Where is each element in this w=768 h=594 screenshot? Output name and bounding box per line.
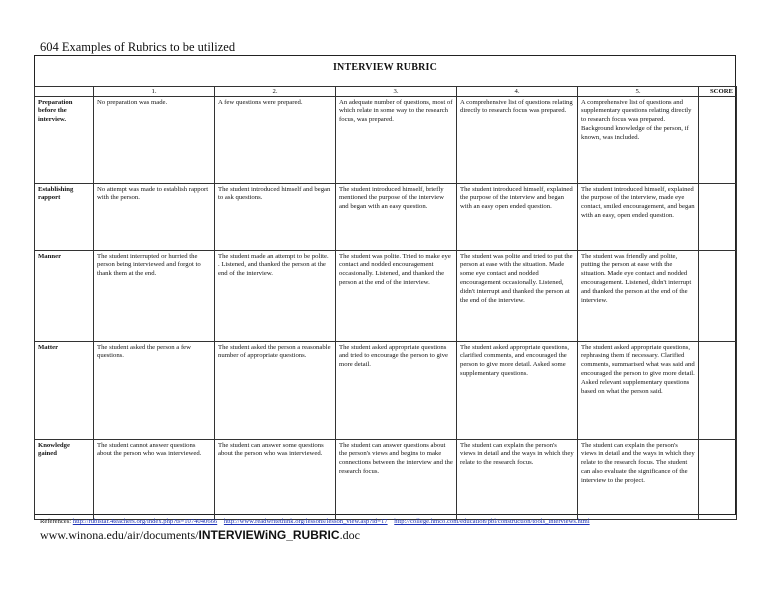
level-5-cell: The student was friendly and polite, putting the person at ease with the situation. Made eye contact and nodded encouragement. Listened, didn't interrupt and thanked the person at the end of the interview.: [578, 251, 699, 342]
level-3-cell: The student was polite. Tried to make eye contact and nodded encouragement occasionally. Listened, and thanked the person at the end of the interview.: [336, 251, 457, 342]
rubric-title: INTERVIEW RUBRIC: [332, 62, 438, 73]
level-4-cell: The student introduced himself, explained the purpose of the interview and began with an easy open ended question.: [457, 184, 578, 251]
footer-extension: .doc: [339, 528, 360, 542]
level-1-cell: No preparation was made.: [94, 97, 215, 184]
header-cell-level-2: 2.: [215, 87, 336, 97]
table-row: [35, 342, 737, 440]
level-3-cell: The student asked appropriate questions and tried to encourage the person to give more detail.: [336, 342, 457, 440]
level-2-cell: The student can answer some questions about the person who was interviewed.: [215, 440, 336, 520]
references-line: [40, 518, 595, 525]
level-3-cell: The student introduced himself, briefly mentioned the purpose of the interview and began with an easy question.: [336, 184, 457, 251]
header-row: [35, 87, 737, 97]
level-4-cell: The student can explain the person's views in detail and the ways in which they relate to the research focus.: [457, 440, 578, 520]
level-2-cell: The student made an attempt to be polite. . Listened, and thanked the person at the end of the interview.: [215, 251, 336, 342]
document-footer: [40, 528, 360, 543]
document-header: 604 Examples of Rubrics to be utilized: [40, 40, 236, 54]
level-1-cell: The student cannot answer questions about the person who was interviewed.: [94, 440, 215, 520]
score-cell[interactable]: [699, 251, 737, 342]
reference-link-readwritethink[interactable]: http://www.readwritethink.org/lessons/lesson_view.asp?id=17: [223, 518, 388, 525]
header-cell-level-3: 3.: [336, 87, 457, 97]
level-1-cell: The student asked the person a few questions.: [94, 342, 215, 440]
score-cell[interactable]: [699, 440, 737, 520]
header-cell-level-5: 5.: [578, 87, 699, 97]
level-5-cell: The student can explain the person's views in detail and the ways in which they relate to the research focus. The student can also evaluate the significance of the interview to the project.: [578, 440, 699, 520]
references-label: References:: [40, 518, 72, 525]
level-4-cell: The student asked appropriate questions, clarified comments, and encouraged the person to give more detail. Asked some supplementary questions.: [457, 342, 578, 440]
level-5-cell: The student asked appropriate questions, rephrasing them if necessary. Clarified comments, summarised what was said and encouraged the person to give more detail. Asked relevant supplementary questions based on what the person said.: [578, 342, 699, 440]
header-cell-level-4: 4.: [457, 87, 578, 97]
header-cell-score: SCORE: [699, 87, 737, 97]
table-row: [35, 440, 737, 520]
level-3-cell: An adequate number of questions, most of which relate in some way to the research focus, was prepared.: [336, 97, 457, 184]
criterion-cell: Preparation before the interview.: [35, 97, 94, 184]
level-5-cell: A comprehensive list of questions and supplementary questions relating directly to research focus was prepared. Background knowledge of the person, if known, was included.: [578, 97, 699, 184]
level-3-cell: The student can answer questions about the person's views and begins to make connections between the interview and the research focus.: [336, 440, 457, 520]
criterion-cell: Establishing rapport: [35, 184, 94, 251]
footer-url-prefix: www.winona.edu/air/documents/: [40, 528, 199, 542]
footer-file-name: INTERVIEWiNG_RUBRIC: [198, 528, 340, 542]
criterion-cell: Manner: [35, 251, 94, 342]
score-cell[interactable]: [699, 342, 737, 440]
level-5-cell: The student introduced himself, explained the purpose of the interview, made eye contact, smiled encouragement, and began with an easy, open ended question.: [578, 184, 699, 251]
table-row: [35, 184, 737, 251]
reference-link-rubistar[interactable]: http://rubistar.4teachers.org/index.php?ts=1074040666: [72, 518, 218, 525]
level-4-cell: A comprehensive list of questions relating directly to research focus was prepared.: [457, 97, 578, 184]
table-row: [35, 251, 737, 342]
level-2-cell: The student introduced himself and began to ask questions.: [215, 184, 336, 251]
table-row: [35, 97, 737, 184]
criterion-cell: Knowledge gained: [35, 440, 94, 520]
level-2-cell: A few questions were prepared.: [215, 97, 336, 184]
level-1-cell: No attempt was made to establish rapport with the person.: [94, 184, 215, 251]
level-2-cell: The student asked the person a reasonable number of appropriate questions.: [215, 342, 336, 440]
score-cell[interactable]: [699, 97, 737, 184]
reference-link-hmco[interactable]: http://college.hmco.com/education/pbl/construction/tools_interviews.html: [394, 518, 590, 525]
criterion-cell: Matter: [35, 342, 94, 440]
score-cell[interactable]: [699, 184, 737, 251]
header-cell-criterion: [35, 87, 94, 97]
header-cell-level-1: 1.: [94, 87, 215, 97]
rubric-table: [34, 86, 737, 520]
level-4-cell: The student was polite and tried to put the person at ease with the situation. Made some eye contact and nodded encouragement occasionally. Listened, didn't interrupt and thanked the person at the end of the interview.: [457, 251, 578, 342]
level-1-cell: The student interrupted or hurried the person being interviewed and forgot to thank them at the end.: [94, 251, 215, 342]
